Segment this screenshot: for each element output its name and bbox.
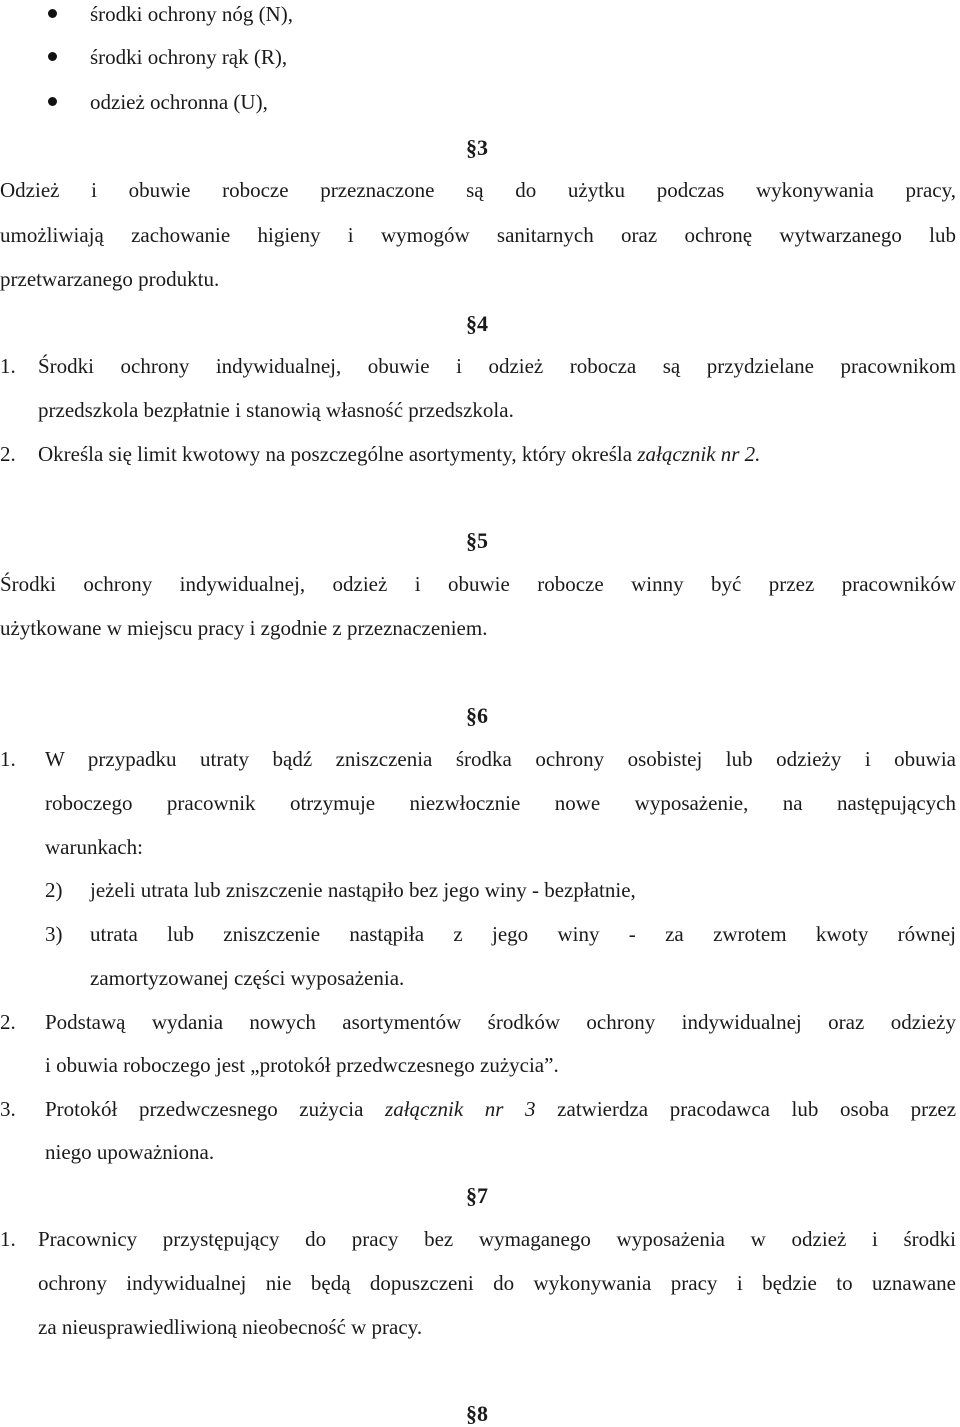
section-heading-3: §3 xyxy=(466,135,488,160)
paragraph-text: zatwierdza pracodawca lub osoba przez xyxy=(557,1097,957,1121)
paragraph-line: Środki ochrony indywidualnej, odzież i obuwie robocze winny być przez pracowników xyxy=(0,572,956,596)
bullet-icon xyxy=(48,9,57,18)
item-number: 1. xyxy=(0,1227,16,1251)
section-heading-7: §7 xyxy=(466,1183,488,1208)
sub-item-text: jeżeli utrata lub zniszczenie nastąpiło bez jego winy - bezpłatnie, xyxy=(90,878,636,902)
paragraph-text: Protokół przedwczesnego zużycia xyxy=(45,1097,364,1121)
paragraph-line: niego upoważniona. xyxy=(45,1140,215,1164)
list-item: odzież ochronna (U), xyxy=(90,90,268,114)
paragraph-line: i obuwia roboczego jest „protokół przedwczesnego zużycia”. xyxy=(45,1053,559,1077)
attachment-reference: załącznik nr 2. xyxy=(637,442,761,466)
sub-item-text: utrata lub zniszczenie nastąpiła z jego winy - za zwrotem kwoty równej xyxy=(90,922,956,946)
item-number: 3. xyxy=(0,1097,16,1121)
section-heading-4: §4 xyxy=(466,311,488,336)
list-item: środki ochrony rąk (R), xyxy=(90,45,288,69)
paragraph-line: W przypadku utraty bądź zniszczenia środka ochrony osobistej lub odzieży i obuwia xyxy=(45,747,956,771)
item-number: 2. xyxy=(0,1010,16,1034)
sub-item-text: zamortyzowanej części wyposażenia. xyxy=(90,966,405,990)
item-number: 2. xyxy=(0,442,16,466)
paragraph-line: warunkach: xyxy=(45,835,143,859)
section-heading-5: §5 xyxy=(466,528,488,553)
section-heading-8: §8 xyxy=(466,1401,488,1426)
attachment-reference: załącznik nr 3 xyxy=(385,1097,536,1121)
sub-item-number: 2) xyxy=(45,878,63,902)
sub-item-number: 3) xyxy=(45,922,63,946)
list-item: środki ochrony nóg (N), xyxy=(90,2,293,26)
item-number: 1. xyxy=(0,747,16,771)
bullet-icon xyxy=(48,97,57,106)
paragraph-line: Odzież i obuwie robocze przeznaczone są do użytku podczas wykonywania pracy, xyxy=(0,178,956,202)
paragraph-line: Pracownicy przystępujący do pracy bez wymaganego wyposażenia w odzież i środki xyxy=(38,1227,956,1251)
paragraph-line: roboczego pracownik otrzymuje niezwłocznie nowe wyposażenie, na następujących xyxy=(45,791,956,815)
paragraph-line xyxy=(45,1096,956,1122)
paragraph-line xyxy=(38,441,760,467)
section-heading-6: §6 xyxy=(466,703,488,728)
paragraph-text: Określa się limit kwotowy na poszczególne asortymenty, który określa xyxy=(38,442,633,466)
paragraph-line: przetwarzanego produktu. xyxy=(0,267,220,291)
paragraph-line: za nieusprawiedliwioną nieobecność w pracy. xyxy=(38,1315,423,1339)
item-number: 1. xyxy=(0,354,16,378)
paragraph-line: Środki ochrony indywidualnej, obuwie i odzież robocza są przydzielane pracownikom xyxy=(38,354,956,378)
paragraph-line: przedszkola bezpłatnie i stanowią własność przedszkola. xyxy=(38,398,514,422)
paragraph-line: umożliwiają zachowanie higieny i wymogów sanitarnych oraz ochronę wytwarzanego lub xyxy=(0,223,956,247)
bullet-icon xyxy=(48,52,57,61)
paragraph-line: użytkowane w miejscu pracy i zgodnie z przeznaczeniem. xyxy=(0,616,488,640)
paragraph-line: ochrony indywidualnej nie będą dopuszczeni do wykonywania pracy i będzie to uznawane xyxy=(38,1271,956,1295)
paragraph-line: Podstawą wydania nowych asortymentów środków ochrony indywidualnej oraz odzieży xyxy=(45,1010,956,1034)
